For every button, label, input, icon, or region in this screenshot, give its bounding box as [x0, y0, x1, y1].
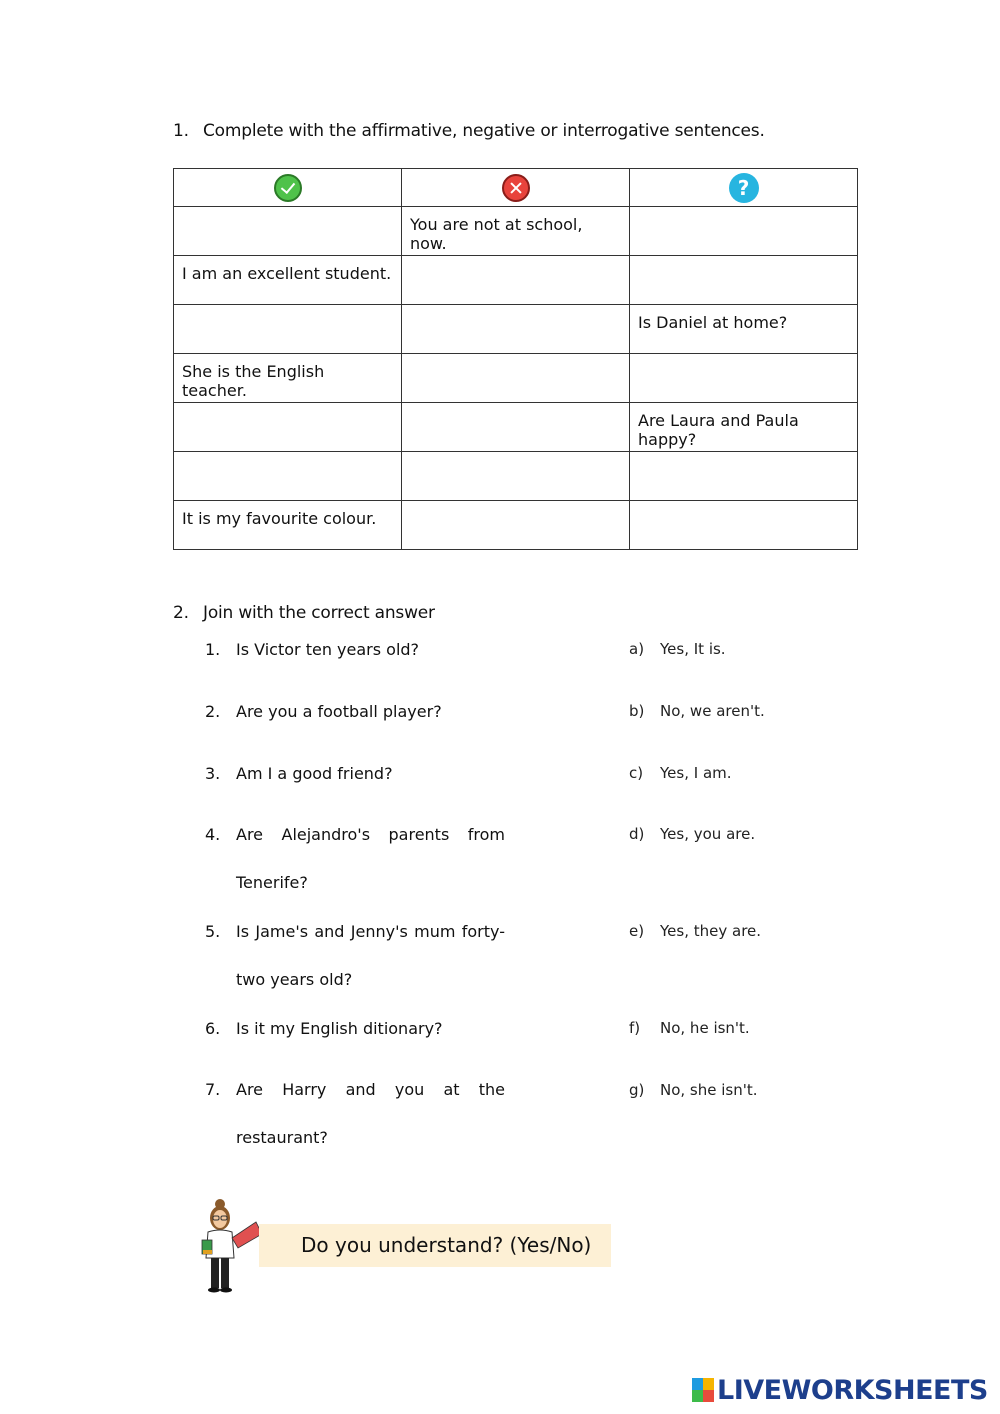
question-text: Are you a football player?	[236, 702, 442, 721]
table-row	[174, 207, 858, 256]
question-text: Are Alejandro's parents from Tenerife?	[236, 825, 505, 892]
answer-text: No, he isn't.	[660, 1019, 750, 1037]
answer-letter: a)	[629, 640, 645, 658]
exercise2-title	[173, 603, 435, 623]
question-number: 7.	[205, 1080, 221, 1099]
affirmative-header	[174, 169, 402, 207]
negative-header	[402, 169, 630, 207]
question-text: Is Victor ten years old?	[236, 640, 420, 659]
answer-letter: e)	[629, 922, 645, 940]
table-row	[174, 403, 858, 452]
check-circle-icon	[274, 174, 302, 202]
question-number: 4.	[205, 825, 221, 844]
question-text: Are Harry and you at the restaurant?	[236, 1080, 505, 1147]
answer-text: Yes, It is.	[660, 640, 726, 658]
table-cell[interactable]	[630, 354, 858, 403]
answer-text: Yes, you are.	[660, 825, 756, 843]
exercise1-number: 1.	[173, 121, 189, 141]
table-cell[interactable]	[402, 305, 630, 354]
answer-item[interactable]	[629, 640, 726, 658]
answer-letter: g)	[629, 1081, 645, 1099]
question-text: Is Jame's and Jenny's mum forty-two years old?	[236, 922, 505, 989]
question-item[interactable]	[205, 688, 505, 736]
table-row	[174, 452, 858, 501]
answer-item[interactable]	[629, 702, 765, 720]
answer-letter: c)	[629, 764, 644, 782]
question-number: 1.	[205, 640, 221, 659]
brand-name: LIVEWORKSHEETS	[717, 1374, 988, 1406]
table-cell[interactable]	[402, 403, 630, 452]
question-number: 6.	[205, 1019, 221, 1038]
table-cell[interactable]: You are not at school, now.	[402, 207, 630, 256]
table-cell[interactable]	[402, 452, 630, 501]
table-cell[interactable]	[174, 452, 402, 501]
table-cell[interactable]: Is Daniel at home?	[630, 305, 858, 354]
table-cell[interactable]	[630, 452, 858, 501]
question-circle-icon: ?	[729, 173, 759, 203]
question-item[interactable]	[205, 811, 505, 907]
question-item[interactable]	[205, 1066, 505, 1162]
cross-circle-icon	[502, 174, 530, 202]
table-cell[interactable]	[402, 256, 630, 305]
answer-text: Yes, they are.	[660, 922, 762, 940]
question-item[interactable]	[205, 626, 505, 674]
answer-item[interactable]	[629, 1019, 750, 1037]
table-cell[interactable]: I am an excellent student.	[174, 256, 402, 305]
table-row	[174, 501, 858, 550]
table-cell[interactable]	[630, 207, 858, 256]
question-item[interactable]	[205, 750, 505, 798]
table-header-row	[174, 169, 858, 207]
table-cell[interactable]	[402, 501, 630, 550]
answer-item[interactable]	[629, 764, 732, 782]
question-item[interactable]	[205, 908, 505, 1004]
interrogative-header	[630, 169, 858, 207]
table-row	[174, 256, 858, 305]
answer-letter: b)	[629, 702, 645, 720]
table-cell[interactable]	[174, 403, 402, 452]
brand-mark-icon	[692, 1378, 714, 1402]
table-cell[interactable]: It is my favourite colour.	[174, 501, 402, 550]
table-cell[interactable]: She is the English teacher.	[174, 354, 402, 403]
question-number: 3.	[205, 764, 221, 783]
answer-text: No, she isn't.	[660, 1081, 758, 1099]
answer-letter: d)	[629, 825, 645, 843]
table-row	[174, 305, 858, 354]
question-text: Is it my English ditionary?	[236, 1019, 443, 1038]
question-number: 5.	[205, 922, 221, 941]
answer-letter: f)	[629, 1019, 641, 1037]
answer-item[interactable]	[629, 1081, 758, 1099]
teacher-avatar-icon	[198, 1198, 268, 1294]
answer-text: Yes, I am.	[660, 764, 732, 782]
table-cell[interactable]	[174, 207, 402, 256]
table-row	[174, 354, 858, 403]
answer-item[interactable]	[629, 922, 761, 940]
exercise2-instruction: Join with the correct answer	[203, 603, 435, 623]
exercise2-number: 2.	[173, 603, 189, 623]
understand-banner: Do you understand? (Yes/No)	[259, 1224, 611, 1267]
table-cell[interactable]	[630, 256, 858, 305]
question-text: Am I a good friend?	[236, 764, 393, 783]
table-cell[interactable]	[174, 305, 402, 354]
question-item[interactable]	[205, 1005, 505, 1053]
question-number: 2.	[205, 702, 221, 721]
answer-text: No, we aren't.	[660, 702, 765, 720]
liveworksheets-logo	[692, 1375, 988, 1405]
exercise1-instruction: Complete with the affirmative, negative or interrogative sentences.	[203, 121, 765, 141]
answer-item[interactable]	[629, 825, 755, 843]
table-cell[interactable]	[630, 501, 858, 550]
sentence-table	[173, 168, 858, 550]
table-cell[interactable]: Are Laura and Paula happy?	[630, 403, 858, 452]
exercise1-title	[173, 121, 765, 141]
table-cell[interactable]	[402, 354, 630, 403]
